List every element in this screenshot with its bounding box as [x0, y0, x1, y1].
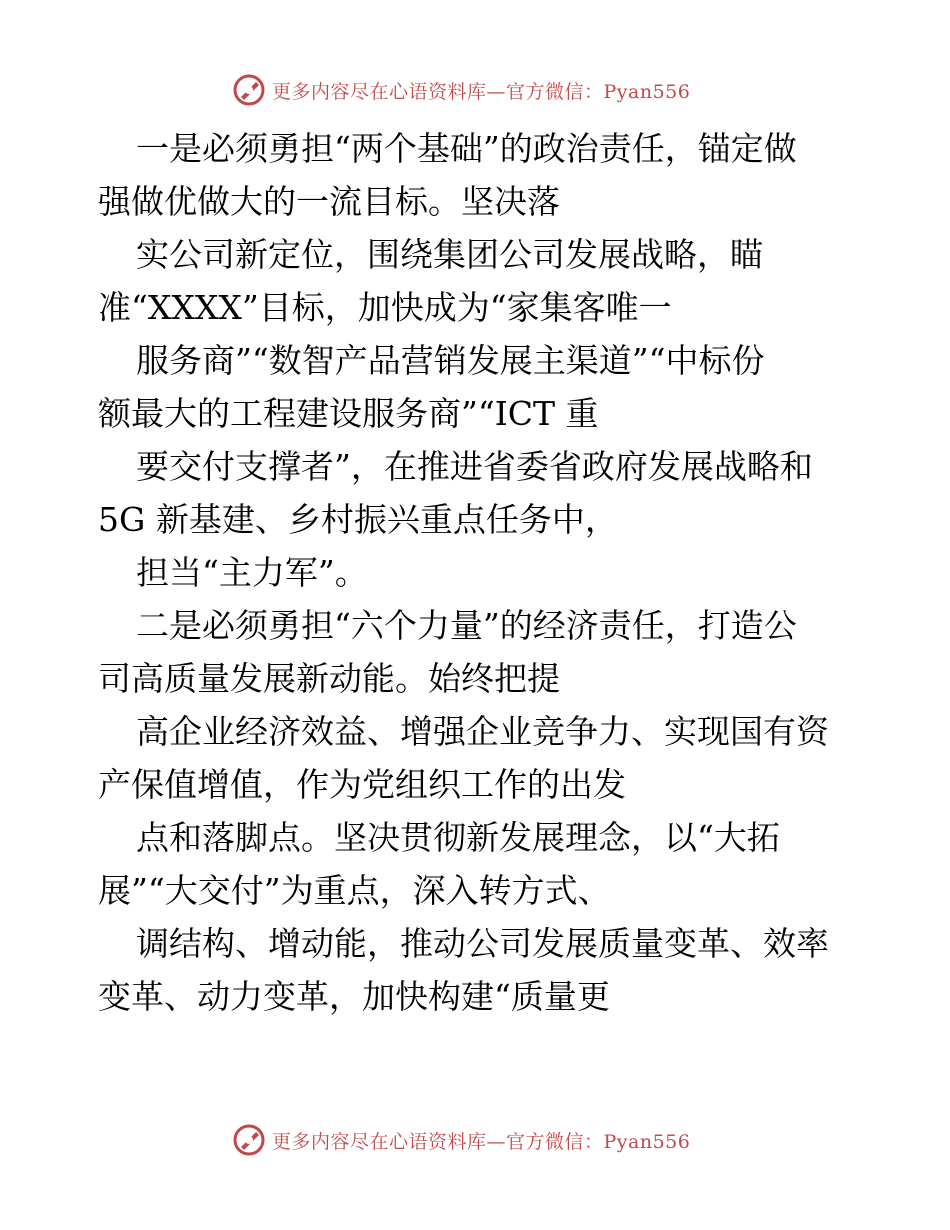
text-line: 产保值增值，作为党组织工作的出发 — [98, 765, 626, 804]
text-line: 额最大的工程建设服务商”“ICT 重 — [98, 394, 599, 433]
watermark-text: 更多内容尽在心语资料库—官方微信：Pyan556 — [272, 80, 691, 103]
body-text — [98, 122, 858, 1023]
text-line: 准“XXXX”目标，加快成为“家集客唯一 — [98, 288, 672, 327]
header-watermark — [232, 72, 752, 108]
text-line: 5G 新基建、乡村振兴重点任务中， — [98, 500, 618, 539]
text-line: 实公司新定位，围绕集团公司发展战略，瞄 — [136, 235, 763, 274]
text-line: 高企业经济效益、增强企业竞争力、实现国有资 — [136, 712, 829, 751]
text-line: 变革、动力变革，加快构建“质量更 — [98, 977, 610, 1016]
text-line: 展”“大交付”为重点，深入转方式、 — [98, 871, 611, 910]
text-line: 要交付支撑者”，在推进省委省政府发展战略和 — [136, 447, 813, 486]
text-line: 二是必须勇担“六个力量”的经济责任，打造公 — [136, 606, 797, 645]
text-line: 点和落脚点。坚决贯彻新发展理念，以“大拓 — [136, 818, 780, 857]
text-line: 强做优做大的一流目标。坚决落 — [98, 182, 560, 221]
text-line: 服务商”“数智产品营销发展主渠道”“中标份 — [136, 341, 765, 380]
text-line: 担当“主力军”。 — [136, 553, 368, 592]
text-line: 司高质量发展新动能。始终把提 — [98, 659, 560, 698]
watermark-text: 更多内容尽在心语资料库—官方微信：Pyan556 — [272, 1130, 691, 1153]
logo-icon — [232, 73, 266, 107]
logo-icon — [232, 1123, 266, 1157]
text-line: 一是必须勇担“两个基础”的政治责任，锚定做 — [136, 129, 797, 168]
text-line: 调结构、增动能，推动公司发展质量变革、效率 — [136, 924, 829, 963]
footer-watermark — [232, 1122, 752, 1158]
